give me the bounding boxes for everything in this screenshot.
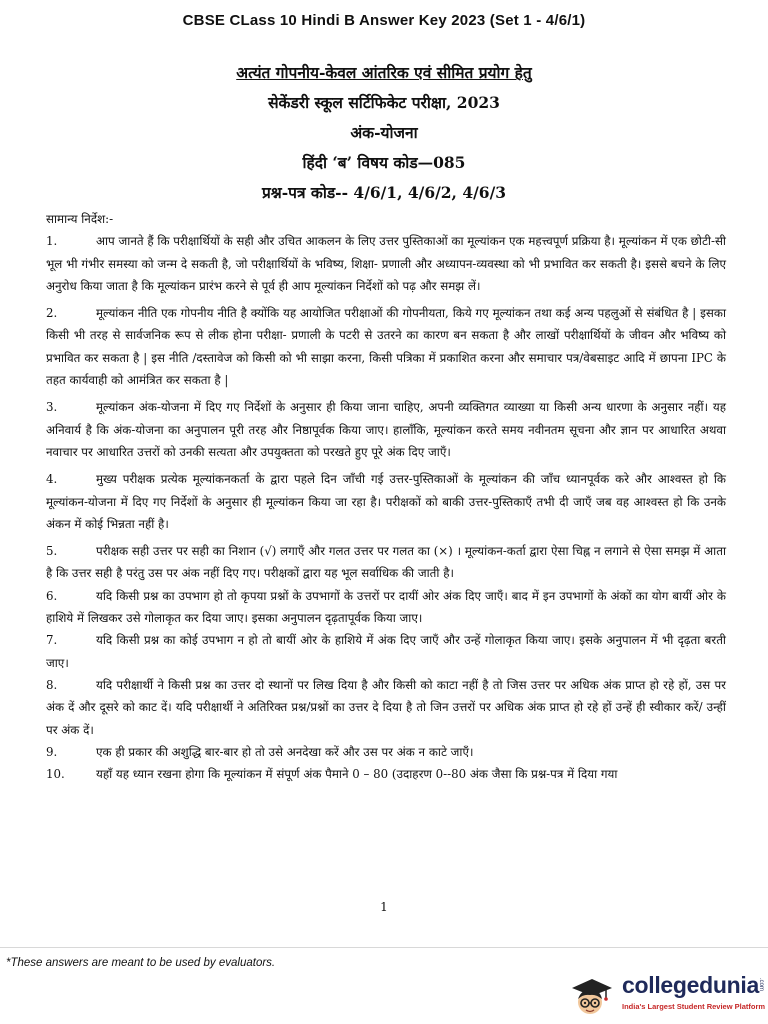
instruction-item bbox=[46, 302, 726, 391]
instruction-item bbox=[46, 585, 726, 630]
instruction-text: यदि परीक्षार्थी ने किसी प्रश्न का उत्तर दो स्थानों पर लिख दिया है और किसी को काटा नहीं है तो जिस उत्तर पर अधिक अंक प्राप्त हो रहे हों, उस पर अंक दें और दूसरे को काट दें। यदि परीक्षार्थी ने अतिरिक्त प्रश्न/प्रश्नों का उत्तर दे दिया है तो जिन उत्तरों पर अधिक अंक प्राप्त हो रहे हों उन्हें ही स्वीकार करें/ उन्हीं पर अंक दें। bbox=[46, 677, 726, 737]
logo-tagline: India's Largest Student Review Platform bbox=[622, 1002, 766, 1011]
collegedunia-logo[interactable] bbox=[566, 966, 766, 1020]
logo-brand-text: collegedunia bbox=[622, 972, 759, 998]
instruction-item bbox=[46, 674, 726, 741]
instruction-text: आप जानते हैं कि परीक्षार्थियों के सही और उचित आकलन के लिए उत्तर पुस्तिकाओं का मूल्यांकन एक महत्त्वपूर्ण प्रक्रिया है। मूल्यांकन में एक छोटी-सी भूल भी गंभीर समस्या को जन्म दे सकती है, जो परीक्षार्थियों के भविष्य, शिक्षा- प्रणाली और अध्यापन-व्यवस्था को भी प्रभावित कर सकती है। इससे बचने के लिए अनुरोध किया जाता है कि मूल्यांकन प्रारंभ करने से पूर्व ही आप मूल्यांकन निर्देशों को पढ़ और समझ लें। bbox=[46, 234, 726, 293]
instruction-number: 5. bbox=[46, 544, 58, 559]
instruction-number: 9. bbox=[46, 744, 58, 759]
page-number: 1 bbox=[380, 900, 388, 914]
instruction-item bbox=[46, 741, 726, 763]
instruction-item bbox=[46, 468, 726, 535]
instruction-number: 8. bbox=[46, 677, 58, 692]
instruction-number: 1. bbox=[46, 234, 58, 249]
instruction-number: 6. bbox=[46, 588, 58, 603]
instruction-text: मूल्यांकन अंक-योजना में दिए गए निर्देशों के अनुसार ही किया जाना चाहिए, अपनी व्यक्तिगत व्याख्या या किसी अन्य धारणा के अनुसार नहीं। यह अनिवार्य है कि अंक-योजना का अनुपालन पूरी तरह और निष्ठापूर्वक किया जाए। हालाँकि, मूल्यांकन करते समय नवीनतम सूचना और ज्ञान पर आधारित अथवा नवाचार पर आधारित उत्तरों को उनकी सत्यता और उपयुक्तता को परखते हुए पूरे अंक दिए जाएँ। bbox=[46, 400, 726, 459]
instruction-text: मुख्य परीक्षक प्रत्येक मूल्यांकनकर्ता के द्वारा पहले दिन जाँची गई उत्तर-पुस्तिकाओं के मूल्यांकन की जाँच ध्यानपूर्वक करे और आश्वस्त हो कि मूल्यांकन-योजना में दिए गए निर्देशों के अनुसार ही मूल्यांकन किया जा रहा है। परीक्षकों को बाकी उत्तर-पुस्तिकाएँ तभी दी जाएँ जब वह आश्वस्त हो कि उनके अंकन में कोई भिन्नता नहीं है। bbox=[46, 472, 726, 531]
instruction-text: यदि किसी प्रश्न का कोई उपभाग न हो तो बायीं ओर के हाशिये में अंक दिए जाएँ और उन्हें गोलाकृत किया जाए। इसके अनुपालन में भी दृढ़ता बरती जाए। bbox=[46, 633, 726, 670]
instruction-text: यदि किसी प्रश्न का उपभाग हो तो कृपया प्रश्नों के उपभागों के उत्तरों पर दायीं ओर अंक दिए जाएँ। बाद में इन उपभागों के अंकों का योग बायीं ओर के हाशिये में लिखकर उसे गोलाकृत कर दिया जाए। इसका अनुपालन दृढ़तापूर्वक किया जाए। bbox=[46, 588, 726, 626]
document-top-title: CBSE CLass 10 Hindi B Answer Key 2023 (Set 1 - 4/6/1) bbox=[182, 12, 586, 29]
instruction-number: 4. bbox=[46, 472, 58, 487]
confidential-heading: अत्यंत गोपनीय-केवल आंतरिक एवं सीमित प्रयोग हेतु bbox=[236, 63, 532, 82]
instructions-body bbox=[46, 208, 726, 785]
marking-scheme-heading: अंक-योजना bbox=[350, 123, 418, 142]
instruction-text: मूल्यांकन नीति एक गोपनीय नीति है क्योंकि यह आयोजित परीक्षाओं की गोपनीयता, किये गए मूल्यांकन तथा कई अन्य पहलुओं से संबंधित है | इसका किसी भी तरह से सार्वजनिक रूप से लीक होना परीक्षा- प्रणाली के पटरी से उतरने का कारण बन सकता है और लाखों परीक्षार्थियों के जीवन और भविष्य को प्रभावित कर सकता है | इस नीति /दस्तावेज को किसी को भी साझा करना, किसी पत्रिका में प्रकाशित करना और समाचार पत्र/वेबसाइट आदि में छापना IPC के तहत कार्यवाही को आमंत्रित कर सकता है | bbox=[46, 306, 726, 388]
instruction-item bbox=[46, 230, 726, 297]
subject-code-heading: हिंदी ‘ब’ विषय कोड—085 bbox=[302, 153, 466, 172]
instruction-item bbox=[46, 629, 726, 674]
logo-dotcom-text: .com bbox=[758, 978, 764, 992]
instruction-number: 2. bbox=[46, 306, 58, 321]
instruction-text: परीक्षक सही उत्तर पर सही का निशान (√) लगाएँ और गलत उत्तर पर गलत का (×) । मूल्यांकन-कर्ता द्वारा ऐसा चिह्न न लगाने से ऐसा समझ में आता है कि उत्तर सही है परंतु उस पर अंक नहीं दिए गए। परीक्षकों द्वारा यह भूल सर्वाधिक की जाती है। bbox=[46, 544, 726, 581]
instruction-number: 10. bbox=[46, 767, 65, 782]
instruction-number: 3. bbox=[46, 400, 58, 415]
instruction-text: एक ही प्रकार की अशुद्धि बार-बार हो तो उसे अनदेखा करें और उस पर अंक न काटे जाएँ। bbox=[96, 744, 474, 759]
exam-name-heading: सेकेंडरी स्कूल सर्टिफिकेट परीक्षा, 2023 bbox=[268, 93, 500, 112]
document-header bbox=[0, 58, 768, 208]
instruction-item bbox=[46, 396, 726, 463]
evaluator-footnote: *These answers are meant to be used by evaluators. bbox=[6, 957, 276, 969]
student-mascot-icon bbox=[566, 972, 614, 1018]
instruction-text: यहाँ यह ध्यान रखना होगा कि मूल्यांकन में संपूर्ण अंक पैमाने 0 – 80 (उदाहरण 0--80 अंक जैसा कि प्रश्न-पत्र में दिया गया bbox=[96, 767, 618, 782]
paper-code-heading: प्रश्न-पत्र कोड-- 4/6/1, 4/6/2, 4/6/3 bbox=[261, 183, 507, 202]
instruction-number: 7. bbox=[46, 633, 58, 648]
instruction-item bbox=[46, 763, 726, 785]
footer-divider bbox=[0, 947, 768, 948]
instruction-item bbox=[46, 540, 726, 585]
general-instructions-label: सामान्य निर्देश:- bbox=[46, 212, 114, 226]
